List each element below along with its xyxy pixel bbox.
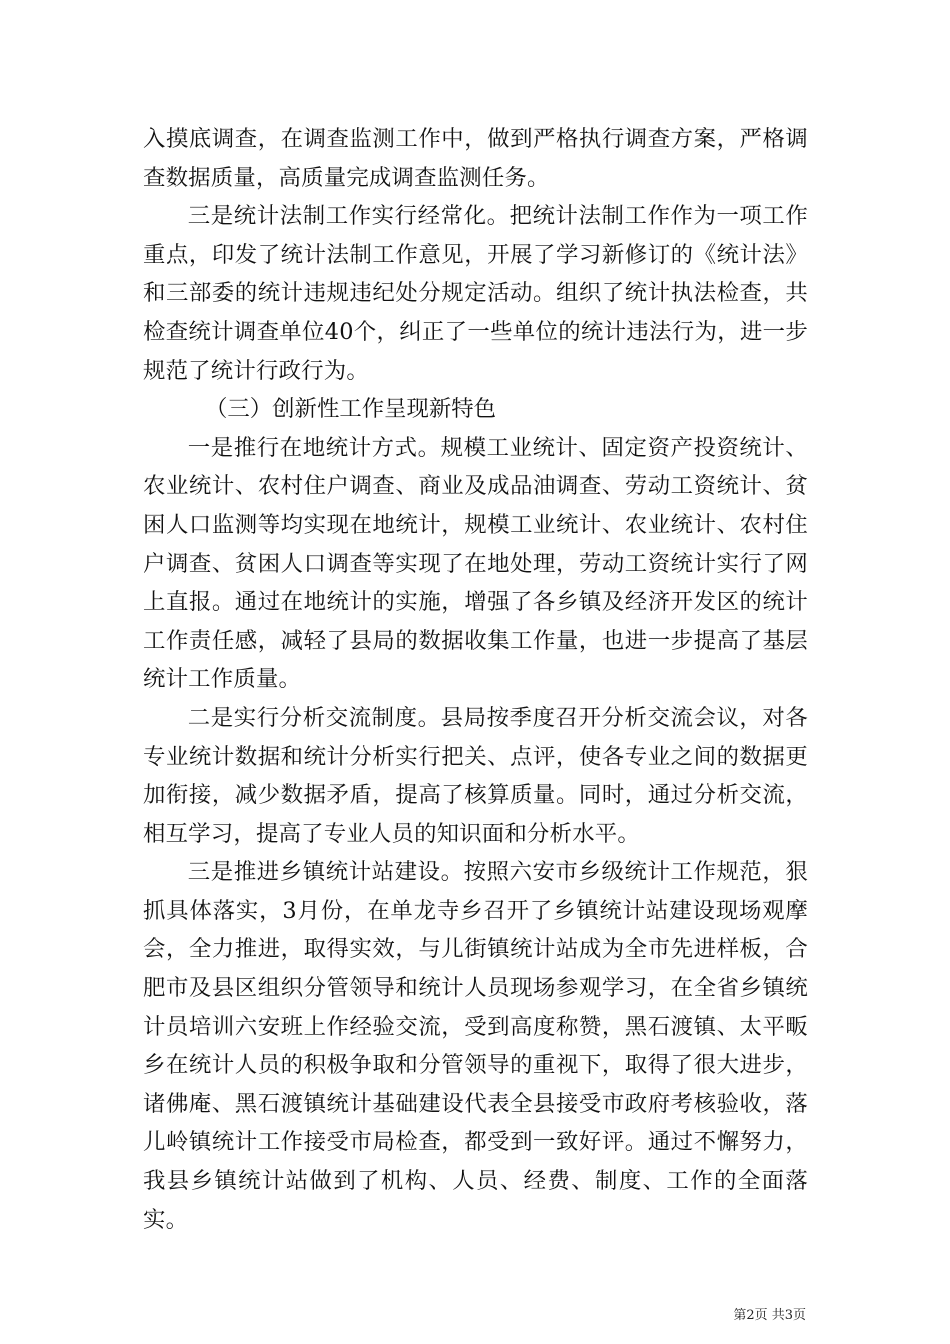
page-number-footer: 第2页 共3页 [733, 1308, 806, 1323]
paragraph-statistics-legal-work: 三是统计法制工作实行经常化。把统计法制工作作为一项工作重点，印发了统计法制工作意见，开展了学习新修订的《统计法》和三部委的统计违规违纪处分规定活动。组织了统计执法检查，共检查统计调查单位40个，纠正了一些单位的统计违法行为，进一步规范了统计行政行为。 [143, 203, 808, 384]
paragraph-continuation: 入摸底调查，在调查监测工作中，做到严格执行调查方案，严格调查数据质量，高质量完成调查监测任务。 [143, 126, 808, 191]
paragraph-analysis-exchange: 二是实行分析交流制度。县局按季度召开分析交流会议，对各专业统计数据和统计分析实行把关、点评，使各专业之间的数据更加衔接，减少数据矛盾，提高了核算质量。同时，通过分析交流，相互学习，提高了专业人员的知识面和分析水平。 [143, 704, 808, 847]
section-heading-innovative-work: （三）创新性工作呈现新特色 [205, 396, 497, 423]
document-body [143, 120, 808, 1239]
paragraph-local-statistics: 一是推行在地统计方式。规模工业统计、固定资产投资统计、农业统计、农村住户调查、商业及成品油调查、劳动工资统计、贫困人口监测等均实现在地统计，规模工业统计、农业统计、农村住户调查、贫困人口调查等实现了在地处理，劳动工资统计实行了网上直报。通过在地统计的实施，增强了各乡镇及经济开发区的统计工作责任感，减轻了县局的数据收集工作量，也进一步提高了基层统计工作质量。 [143, 434, 808, 693]
paragraph-township-stations: 三是推进乡镇统计站建设。按照六安市乡级统计工作规范，狠抓具体落实，3月份，在单龙寺乡召开了乡镇统计站建设现场观摩会，全力推进，取得实效，与儿街镇统计站成为全市先进样板，合肥市及县区组织分管领导和统计人员现场参观学习，在全省乡镇统计员培训六安班上作经验交流，受到高度称赞，黑石渡镇、太平畈乡在统计人员的积极争取和分管领导的重视下，取得了很大进步，诸佛庵、黑石渡镇统计基础建设代表全县接受市政府考核验收，落儿岭镇统计工作接受市局检查，都受到一致好评。通过不懈努力，我县乡镇统计站做到了机构、人员、经费、制度、工作的全面落实。 [143, 859, 808, 1233]
